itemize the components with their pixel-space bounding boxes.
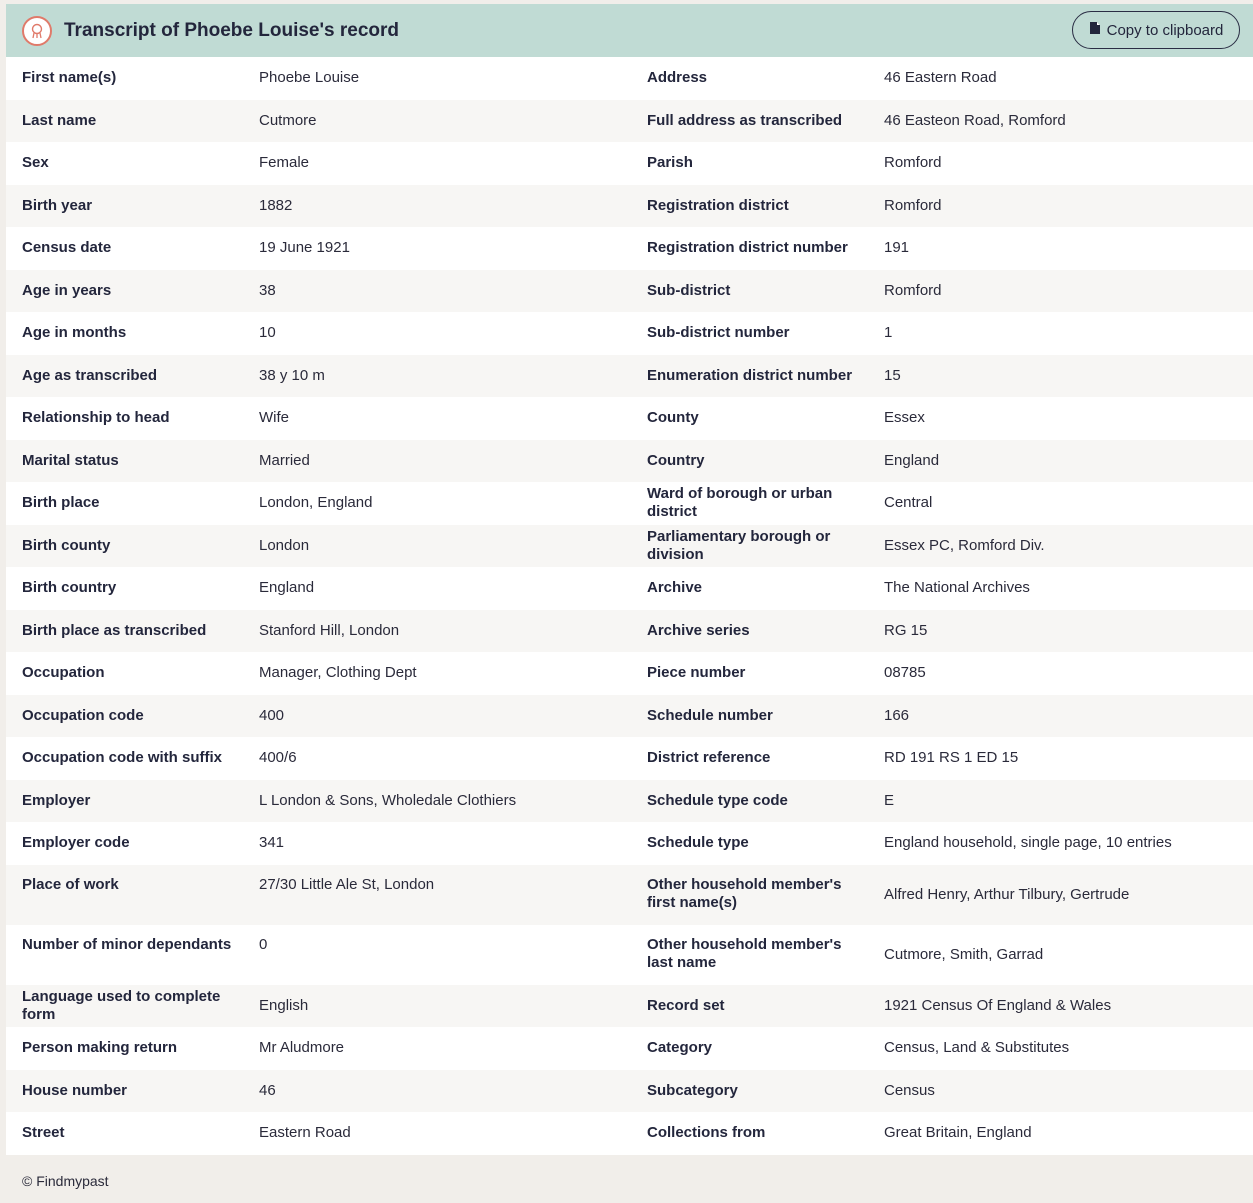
field-value: 46 Easteon Road, Romford [884,111,1066,129]
field-value: Stanford Hill, London [259,621,400,639]
field-value: 1921 Census Of England & Wales [884,996,1112,1014]
field-value: 10 [259,324,276,342]
copyright-footer: © Findmypast [22,1173,109,1189]
field-label: Birth county [22,536,111,554]
field-value: 1 [884,324,893,342]
findmypast-logo-icon [22,16,52,46]
field-value: 38 [259,281,276,299]
field-value: 400/6 [259,749,297,767]
field-value: 166 [884,706,910,724]
table-row [6,780,1253,823]
field-label: Birth place as transcribed [22,621,207,639]
field-value: 08785 [884,664,926,682]
field-label: Employer code [22,834,130,852]
field-label: Subcategory [647,1081,738,1099]
field-value: 38 y 10 m [259,366,325,384]
field-value: England [884,451,940,469]
field-label: Other household member's first name(s) [647,875,842,911]
table-row [6,440,1253,483]
table-row [6,737,1253,780]
record-table [6,57,1253,1155]
field-label: Sex [22,154,49,172]
field-label: Occupation code with suffix [22,749,223,767]
copy-button-label: Copy to clipboard [1106,21,1224,39]
field-value: Wife [259,409,289,427]
field-value: England [259,579,315,597]
field-value: Cutmore [259,111,317,129]
field-label: Person making return [22,1039,178,1057]
table-row [6,482,1253,525]
field-value: England household, single page, 10 entries [884,834,1172,852]
table-row [6,1070,1253,1113]
field-label: Census date [22,239,112,257]
field-value: RG 15 [884,621,928,639]
field-label: Schedule number [647,706,773,724]
field-value: English [259,996,309,1014]
field-value: Romford [884,281,942,299]
field-value: London [259,536,310,554]
field-value: The National Archives [884,579,1030,597]
table-row [6,567,1253,610]
field-label: Age in years [22,281,112,299]
field-value: 341 [259,834,285,852]
field-label: Marital status [22,451,119,469]
field-value: Central [884,494,933,512]
table-row [6,525,1253,568]
field-label: Archive series [647,621,750,639]
document-copy-icon [1089,21,1101,39]
field-label: Parliamentary borough or division [647,527,831,563]
field-label: Record set [647,996,725,1014]
field-value: 15 [884,366,901,384]
field-value: Phoebe Louise [259,69,360,87]
field-value: Romford [884,154,942,172]
field-label: Sub-district [647,281,731,299]
field-value: Great Britain, England [884,1124,1032,1142]
field-label: Occupation code [22,706,144,724]
field-value: 46 Eastern Road [884,69,997,87]
field-value: Alfred Henry, Arthur Tilbury, Gertrude [884,885,1130,903]
field-label: Schedule type [647,834,749,852]
field-value: 46 [259,1081,276,1099]
field-label: First name(s) [22,69,117,87]
page-title: Transcript of Phoebe Louise's record [64,19,399,41]
field-value: Married [259,451,310,469]
field-label: Registration district number [647,239,848,257]
table-row [6,355,1253,398]
field-label: Address [647,69,708,87]
field-label: Sub-district number [647,324,790,342]
table-row [6,822,1253,865]
table-row [6,100,1253,143]
field-value: Census [884,1081,935,1099]
field-label: Number of minor dependants [22,935,232,953]
field-label: Language used to complete form [22,987,221,1023]
table-row [6,312,1253,355]
field-label: Archive [647,579,703,597]
table-row [6,865,1253,925]
field-value: L London & Sons, Wholedale Clothiers [259,791,517,809]
copy-to-clipboard-button[interactable] [1072,11,1240,49]
field-value: London, England [259,494,373,512]
field-label: House number [22,1081,128,1099]
table-row [6,142,1253,185]
field-label: Street [22,1124,65,1142]
field-label: Birth year [22,196,93,214]
field-label: Schedule type code [647,791,788,809]
field-value: 400 [259,706,285,724]
field-value: 1882 [259,196,293,214]
field-label: Age as transcribed [22,366,158,384]
field-label: Country [647,451,705,469]
field-value: Mr Aludmore [259,1039,345,1057]
table-row [6,227,1253,270]
field-label: Ward of borough or urban district [647,485,833,521]
field-label: Birth country [22,579,117,597]
field-label: Full address as transcribed [647,111,843,129]
field-label: Age in months [22,324,127,342]
field-label: Registration district [647,196,789,214]
table-row [6,652,1253,695]
field-value: 0 [259,935,268,953]
transcript-panel [6,4,1253,1155]
field-label: District reference [647,749,771,767]
table-row [6,185,1253,228]
table-row [6,695,1253,738]
table-row [6,985,1253,1028]
table-row [6,1112,1253,1155]
field-label: Employer [22,791,91,809]
field-value: Manager, Clothing Dept [259,664,417,682]
field-value: 19 June 1921 [259,239,350,257]
field-label: Piece number [647,664,746,682]
table-row [6,270,1253,313]
field-label: Birth place [22,494,100,512]
table-row [6,1027,1253,1070]
field-value: 191 [884,239,910,257]
transcript-header [6,4,1253,57]
field-value: Essex [884,409,925,427]
field-label: Collections from [647,1124,766,1142]
field-label: Occupation [22,664,105,682]
field-value: Eastern Road [259,1124,351,1142]
field-value: Cutmore, Smith, Garrad [884,945,1044,963]
field-label: Category [647,1039,713,1057]
field-label: Place of work [22,875,119,893]
table-row [6,610,1253,653]
field-value: Census, Land & Substitutes [884,1039,1070,1057]
field-value: Essex PC, Romford Div. [884,536,1045,554]
table-row [6,397,1253,440]
field-value: E [884,791,895,809]
field-value: RD 191 RS 1 ED 15 [884,749,1019,767]
field-label: Relationship to head [22,409,170,427]
field-value: Female [259,154,310,172]
field-label: Last name [22,111,97,129]
field-label: Enumeration district number [647,366,853,384]
field-value: Romford [884,196,942,214]
field-label: County [647,409,699,427]
table-row [6,925,1253,985]
field-label: Parish [647,154,693,172]
table-row [6,57,1253,100]
field-label: Other household member's last name [647,935,842,971]
field-value: 27/30 Little Ale St, London [259,875,435,893]
